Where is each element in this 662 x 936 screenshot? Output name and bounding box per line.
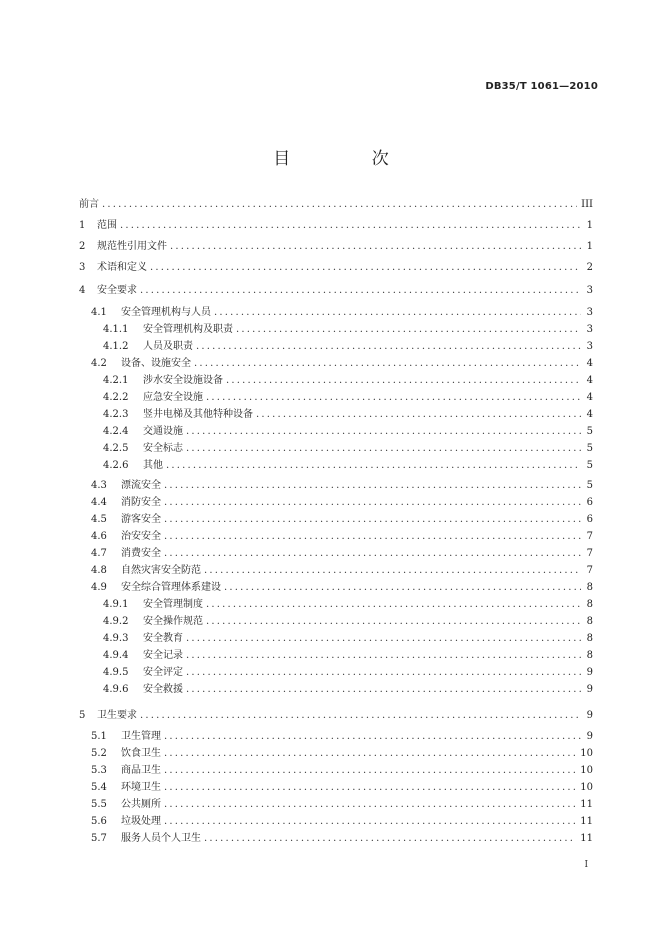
toc-entry-number: 4.2.3 xyxy=(103,409,129,420)
toc-dot-leader xyxy=(164,730,581,744)
toc-entry-number: 4.9.5 xyxy=(103,667,129,678)
toc-entry-title: 垃圾处理 xyxy=(121,816,161,827)
toc-entry-number: 4.4 xyxy=(91,497,107,508)
toc-entry-number: 4 xyxy=(79,285,86,296)
toc-dot-leader xyxy=(164,781,576,795)
toc-entry-number: 3 xyxy=(79,262,86,273)
toc-entry-page: 5 xyxy=(586,480,593,491)
toc-entry[interactable] xyxy=(103,442,593,456)
toc-entry-title: 应急安全设施 xyxy=(143,392,203,403)
toc-entry-title: 自然灾害安全防范 xyxy=(121,565,201,576)
toc-entry-title: 游客安全 xyxy=(121,514,161,525)
toc-dot-leader xyxy=(256,408,581,422)
toc-entry-page: 1 xyxy=(586,220,593,231)
toc-entry-title: 安全救援 xyxy=(143,684,183,695)
toc-entry[interactable] xyxy=(103,374,593,388)
toc-entry-page: 1 xyxy=(586,241,593,252)
toc-entry[interactable] xyxy=(103,340,593,354)
toc-entry-number: 4.6 xyxy=(91,531,107,542)
toc-dot-leader xyxy=(102,198,577,212)
toc-entry-number: 1 xyxy=(79,220,86,231)
toc-dot-leader xyxy=(194,357,581,371)
toc-entry-number: 4.9.2 xyxy=(103,616,129,627)
toc-entry-page: 4 xyxy=(586,375,593,386)
toc-entry[interactable] xyxy=(91,764,593,778)
toc-dot-leader xyxy=(170,240,581,254)
toc-entry-number: 5.4 xyxy=(91,782,107,793)
toc-entry[interactable] xyxy=(103,323,593,337)
toc-entry[interactable] xyxy=(103,425,593,439)
toc-entry-number: 4.1 xyxy=(91,307,107,318)
toc-dot-leader xyxy=(226,374,581,388)
toc-entry-page: 7 xyxy=(586,531,593,542)
toc-entry-title: 其他 xyxy=(143,460,163,471)
toc-entry-page: 2 xyxy=(586,262,593,273)
toc-entry[interactable] xyxy=(91,832,593,846)
toc-dot-leader xyxy=(196,340,581,354)
toc-dot-leader xyxy=(164,479,581,493)
toc-entry-title: 饮食卫生 xyxy=(121,748,161,759)
toc-entry-title: 人员及职责 xyxy=(143,341,193,352)
toc-entry[interactable] xyxy=(91,581,593,595)
document-code: DB35/T 1061—2010 xyxy=(485,81,598,92)
toc-entry-number: 4.2.6 xyxy=(103,460,129,471)
toc-entry-page: 5 xyxy=(586,426,593,437)
toc-dot-leader xyxy=(164,513,581,527)
toc-entry-page: 11 xyxy=(580,833,593,844)
toc-entry-title: 安全管理制度 xyxy=(143,599,203,610)
toc-dot-leader xyxy=(186,425,581,439)
toc-dot-leader xyxy=(224,581,581,595)
toc-entry-page: 3 xyxy=(586,285,593,296)
toc-entry-title: 规范性引用文件 xyxy=(97,241,167,252)
toc-dot-leader xyxy=(214,306,581,320)
toc-entry[interactable] xyxy=(79,198,593,212)
toc-entry-page: 8 xyxy=(586,633,593,644)
toc-entry-number: 4.9.3 xyxy=(103,633,129,644)
toc-entry[interactable] xyxy=(91,513,593,527)
toc-entry[interactable] xyxy=(91,564,593,578)
toc-entry-title: 消防安全 xyxy=(121,497,161,508)
toc-entry-title: 安全记录 xyxy=(143,650,183,661)
toc-entry-number: 4.3 xyxy=(91,480,107,491)
toc-entry-title: 安全管理机构与人员 xyxy=(121,307,211,318)
toc-dot-leader xyxy=(206,615,581,629)
toc-entry-page: 4 xyxy=(586,392,593,403)
toc-entry-title: 安全操作规范 xyxy=(143,616,203,627)
toc-dot-leader xyxy=(140,284,581,298)
toc-entry[interactable] xyxy=(91,357,593,371)
toc-entry-page: 8 xyxy=(586,616,593,627)
toc-entry[interactable] xyxy=(103,615,593,629)
toc-entry[interactable] xyxy=(91,530,593,544)
toc-dot-leader xyxy=(186,683,581,697)
toc-entry-page: 4 xyxy=(586,409,593,420)
toc-entry[interactable] xyxy=(103,683,593,697)
toc-dot-leader xyxy=(186,649,581,663)
toc-entry-title: 消费安全 xyxy=(121,548,161,559)
toc-entry[interactable] xyxy=(91,798,593,812)
toc-dot-leader xyxy=(164,547,581,561)
toc-entry-number: 5 xyxy=(79,710,86,721)
toc-entry-page: 8 xyxy=(586,599,593,610)
toc-entry-title: 范围 xyxy=(97,220,117,231)
toc-entry-title: 安全标志 xyxy=(143,443,183,454)
toc-entry-title: 安全评定 xyxy=(143,667,183,678)
toc-entry[interactable] xyxy=(91,547,593,561)
toc-entry-page: III xyxy=(581,199,593,210)
toc-entry[interactable] xyxy=(79,240,593,254)
toc-entry-number: 5.3 xyxy=(91,765,107,776)
toc-entry-title: 公共厕所 xyxy=(121,799,161,810)
toc-entry-title: 治安安全 xyxy=(121,531,161,542)
toc-entry-title: 漂流安全 xyxy=(121,480,161,491)
toc-entry[interactable] xyxy=(91,781,593,795)
toc-entry-page: 11 xyxy=(580,799,593,810)
toc-entry-page: 8 xyxy=(586,650,593,661)
toc-entry-number: 4.9.4 xyxy=(103,650,129,661)
toc-dot-leader xyxy=(120,219,581,233)
toc-entry-page: 10 xyxy=(580,782,593,793)
toc-entry-title: 设备、设施安全 xyxy=(121,358,191,369)
toc-entry-number: 4.2.1 xyxy=(103,375,129,386)
toc-entry[interactable] xyxy=(103,459,593,473)
toc-entry-number: 4.2.4 xyxy=(103,426,129,437)
toc-entry[interactable] xyxy=(79,284,593,298)
toc-entry-page: 6 xyxy=(586,497,593,508)
toc-entry-title: 前言 xyxy=(79,199,99,210)
toc-entry-page: 10 xyxy=(580,748,593,759)
toc-entry[interactable] xyxy=(91,306,593,320)
toc-entry-number: 4.7 xyxy=(91,548,107,559)
toc-entry-number: 5.2 xyxy=(91,748,107,759)
toc-dot-leader xyxy=(164,815,576,829)
toc-dot-leader xyxy=(164,798,576,812)
toc-entry-page: 5 xyxy=(586,443,593,454)
toc-entry-title: 环境卫生 xyxy=(121,782,161,793)
toc-entry-page: 6 xyxy=(586,514,593,525)
toc-entry-page: 8 xyxy=(586,582,593,593)
toc-entry-page: 7 xyxy=(586,548,593,559)
toc-entry-number: 2 xyxy=(79,241,86,252)
toc-entry-page: 11 xyxy=(580,816,593,827)
toc-entry-number: 4.9.6 xyxy=(103,684,129,695)
toc-entry-title: 涉水安全设施设备 xyxy=(143,375,223,386)
toc-dot-leader xyxy=(164,764,576,778)
toc-dot-leader xyxy=(164,747,576,761)
toc-entry-title: 安全教育 xyxy=(143,633,183,644)
toc-entry-number: 4.2 xyxy=(91,358,107,369)
toc-dot-leader xyxy=(150,261,581,275)
toc-dot-leader xyxy=(204,832,576,846)
toc-entry-title: 安全要求 xyxy=(97,285,137,296)
toc-dot-leader xyxy=(186,632,581,646)
toc-entry[interactable] xyxy=(91,730,593,744)
page-title: 目 次 xyxy=(273,149,427,169)
toc-entry-title: 术语和定义 xyxy=(97,262,147,273)
toc-entry[interactable] xyxy=(103,632,593,646)
toc-dot-leader xyxy=(164,496,581,510)
toc-entry-number: 5.7 xyxy=(91,833,107,844)
toc-entry-title: 安全管理机构及职责 xyxy=(143,324,233,335)
toc-entry[interactable] xyxy=(91,815,593,829)
toc-entry[interactable] xyxy=(103,649,593,663)
toc-entry-title: 安全综合管理体系建设 xyxy=(121,582,221,593)
page-number: I xyxy=(584,860,588,870)
toc-dot-leader xyxy=(140,709,581,723)
toc-dot-leader xyxy=(166,459,581,473)
toc-entry-page: 5 xyxy=(586,460,593,471)
toc-entry-page: 7 xyxy=(586,565,593,576)
toc-entry-number: 4.1.2 xyxy=(103,341,129,352)
toc-entry-number: 4.8 xyxy=(91,565,107,576)
toc-dot-leader xyxy=(186,666,581,680)
toc-entry-page: 9 xyxy=(586,731,593,742)
toc-entry-page: 9 xyxy=(586,684,593,695)
toc-entry-page: 3 xyxy=(586,307,593,318)
toc-dot-leader xyxy=(186,442,581,456)
toc-entry-number: 4.1.1 xyxy=(103,324,129,335)
toc-dot-leader xyxy=(164,530,581,544)
toc-entry-page: 9 xyxy=(586,667,593,678)
toc-entry-title: 交通设施 xyxy=(143,426,183,437)
toc-entry-title: 卫生管理 xyxy=(121,731,161,742)
toc-entry[interactable] xyxy=(79,261,593,275)
toc-entry-number: 4.2.2 xyxy=(103,392,129,403)
toc-entry-page: 9 xyxy=(586,710,593,721)
toc-entry[interactable] xyxy=(103,408,593,422)
toc-entry[interactable] xyxy=(103,391,593,405)
toc-entry-number: 4.9 xyxy=(91,582,107,593)
toc-entry-title: 服务人员个人卫生 xyxy=(121,833,201,844)
toc-entry-number: 5.1 xyxy=(91,731,107,742)
toc-entry-page: 3 xyxy=(586,341,593,352)
toc-entry-page: 10 xyxy=(580,765,593,776)
toc-entry-title: 竖井电梯及其他特种设备 xyxy=(143,409,253,420)
toc-entry[interactable] xyxy=(91,479,593,493)
toc-entry-number: 4.2.5 xyxy=(103,443,129,454)
toc-entry-page: 4 xyxy=(586,358,593,369)
toc-entry-number: 5.6 xyxy=(91,816,107,827)
toc-entry-title: 卫生要求 xyxy=(97,710,137,721)
toc-dot-leader xyxy=(206,598,581,612)
toc-dot-leader xyxy=(204,564,581,578)
toc-entry-number: 4.5 xyxy=(91,514,107,525)
toc-entry[interactable] xyxy=(103,666,593,680)
toc-entry-number: 4.9.1 xyxy=(103,599,129,610)
toc-entry-title: 商品卫生 xyxy=(121,765,161,776)
toc-entry-page: 3 xyxy=(586,324,593,335)
toc-entry[interactable] xyxy=(79,219,593,233)
toc-entry[interactable] xyxy=(79,709,593,723)
toc-dot-leader xyxy=(236,323,581,337)
toc-dot-leader xyxy=(206,391,581,405)
toc-entry-number: 5.5 xyxy=(91,799,107,810)
toc-entry[interactable] xyxy=(91,496,593,510)
toc-entry[interactable] xyxy=(103,598,593,612)
toc-entry[interactable] xyxy=(91,747,593,761)
